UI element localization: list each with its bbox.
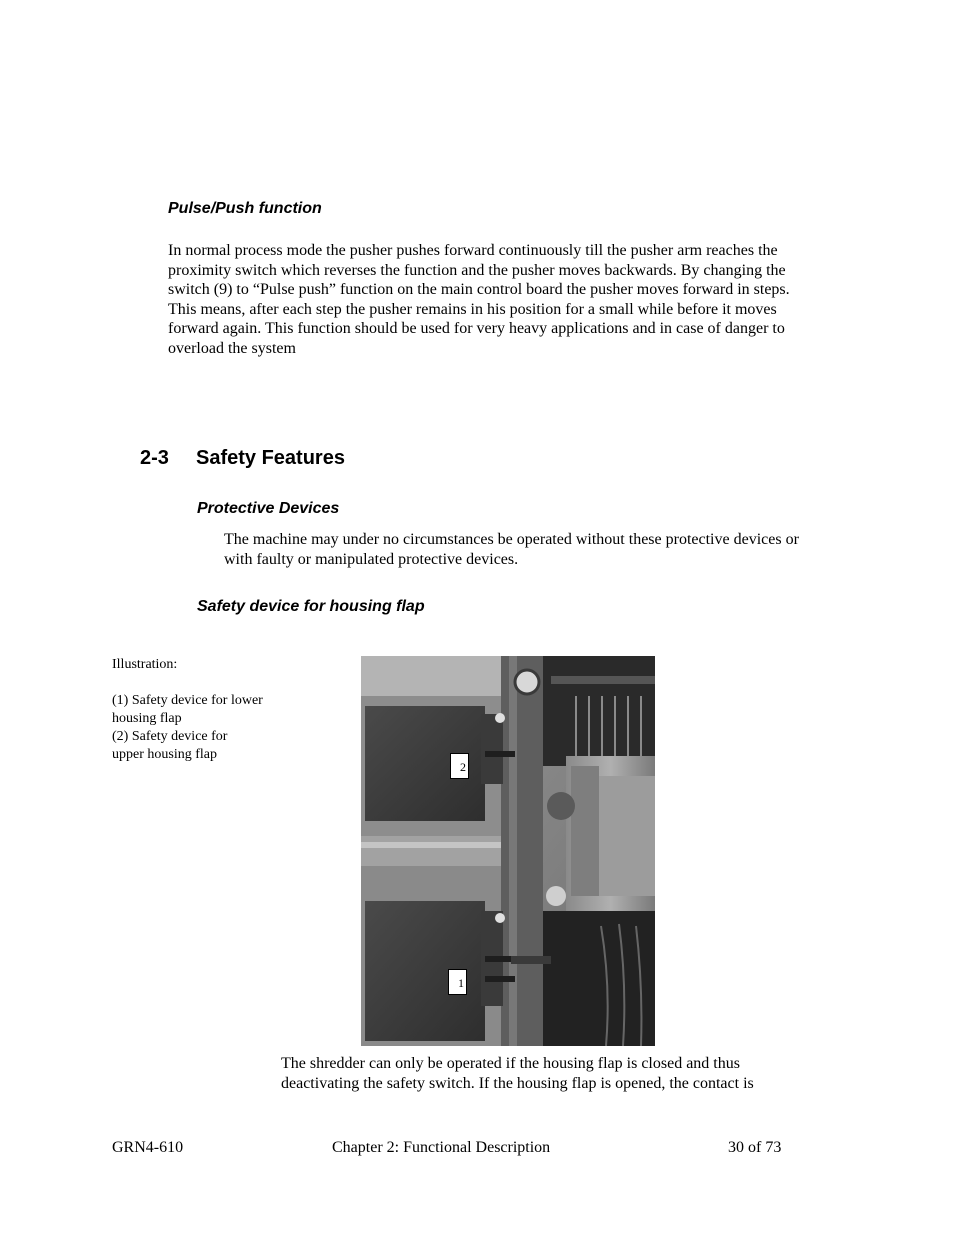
paragraph-line: proximity switch which reverses the function and the pusher moves backwards. By changing the xyxy=(168,261,786,279)
caption-line: housing flap xyxy=(112,711,182,726)
paragraph-line: forward again. This function should be used for very heavy applications and in case of danger to xyxy=(168,320,785,338)
pulse-push-heading: Pulse/Push function xyxy=(168,200,322,217)
caption-line: upper housing flap xyxy=(112,747,217,762)
housing-flap-paragraph xyxy=(281,1054,861,1093)
paragraph-line: switch (9) to “Pulse push” function on the main control board the pusher moves forward in steps. xyxy=(168,281,790,299)
caption-line: (2) Safety device for xyxy=(112,729,228,744)
housing-flap-photo xyxy=(361,656,655,1046)
machine-photo-illustration xyxy=(361,656,655,1046)
footer-chapter: Chapter 2: Functional Description xyxy=(332,1139,551,1156)
pulse-push-paragraph xyxy=(168,241,868,359)
caption-line: (1) Safety device for lower xyxy=(112,693,263,708)
housing-flap-heading: Safety device for housing flap xyxy=(197,598,425,615)
paragraph-line: The machine may under no circumstances be operated without these protective devices or xyxy=(224,531,799,548)
paragraph-line: In normal process mode the pusher pushes forward continuously till the pusher arm reaches the xyxy=(168,242,778,259)
protective-devices-heading: Protective Devices xyxy=(197,500,340,517)
paragraph-line: overload the system xyxy=(168,339,296,357)
footer-doc-id: GRN4-610 xyxy=(112,1139,184,1156)
paragraph-line: deactivating the safety switch. If the housing flap is opened, the contact is xyxy=(281,1074,754,1092)
footer-page-number: 30 of 73 xyxy=(728,1139,782,1156)
paragraph-line: This means, after each step the pusher remains in his position for a small while before it moves xyxy=(168,300,777,318)
section-title: Safety Features xyxy=(196,447,345,469)
paragraph-line: with faulty or manipulated protective devices. xyxy=(224,550,519,568)
callout-2: 2 xyxy=(450,753,469,779)
paragraph-line: The shredder can only be operated if the housing flap is closed and thus xyxy=(281,1055,740,1072)
illustration-label: Illustration: xyxy=(112,657,178,672)
section-number: 2-3 xyxy=(140,447,169,469)
callout-1: 1 xyxy=(448,969,467,995)
protective-devices-paragraph xyxy=(224,530,864,569)
illustration-caption xyxy=(112,656,312,764)
